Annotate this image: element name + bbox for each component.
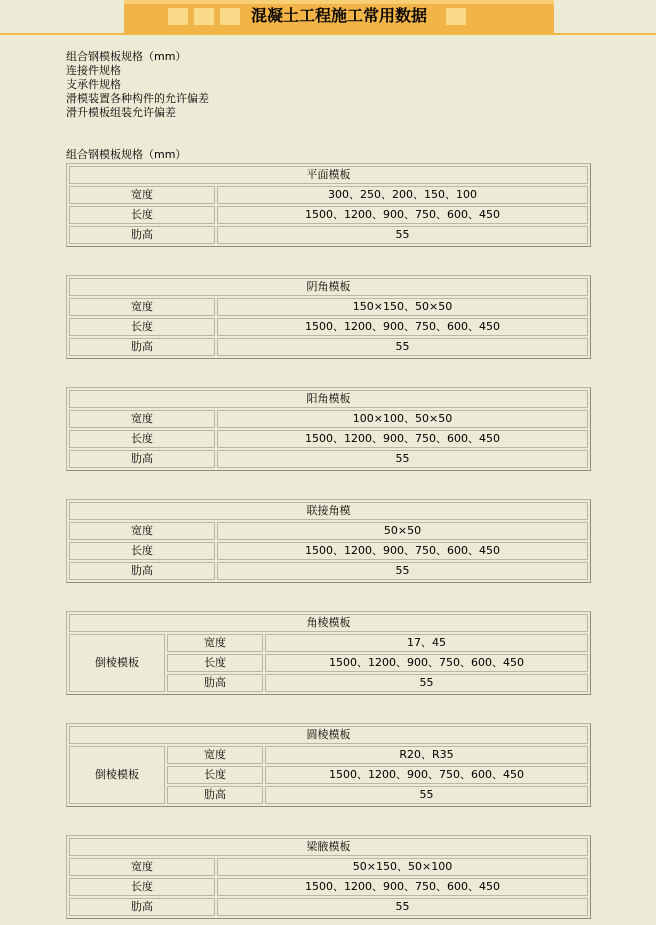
- row-value: 1500、1200、900、750、600、450: [217, 542, 588, 560]
- table-title: 平面模板: [69, 166, 588, 184]
- row-label: 宽度: [167, 746, 263, 764]
- row-label: 宽度: [69, 186, 215, 204]
- row-label: 长度: [69, 318, 215, 336]
- row-label: 宽度: [69, 522, 215, 540]
- row-value: 300、250、200、150、100: [217, 186, 588, 204]
- row-label: 肋高: [69, 562, 215, 580]
- spec-table-round-edge: [66, 723, 591, 807]
- row-label: 肋高: [167, 674, 263, 692]
- section-link-list: [66, 50, 209, 120]
- table-title: 联接角模: [69, 502, 588, 520]
- row-value: 50×50: [217, 522, 588, 540]
- table-title: 角棱模板: [69, 614, 588, 632]
- row-value: 55: [217, 562, 588, 580]
- row-value: 55: [217, 450, 588, 468]
- link-slipform-assembly-tolerance[interactable]: 滑升模板组装允许偏差: [66, 106, 176, 119]
- row-value: 1500、1200、900、750、600、450: [217, 206, 588, 224]
- row-value: 150×150、50×50: [217, 298, 588, 316]
- row-label: 肋高: [69, 898, 215, 916]
- link-slipform-component-tolerance[interactable]: 滑模装置各种构件的允许偏差: [66, 92, 209, 105]
- row-value: 55: [265, 786, 588, 804]
- spec-table-edge-corner: [66, 611, 591, 695]
- spec-table-inner-corner: [66, 275, 591, 359]
- row-label: 长度: [69, 206, 215, 224]
- row-label: 肋高: [69, 226, 215, 244]
- page-header: [0, 0, 656, 40]
- row-value: R20、R35: [265, 746, 588, 764]
- row-label: 宽度: [167, 634, 263, 652]
- table-title: 梁腋模板: [69, 838, 588, 856]
- link-steel-formwork-spec[interactable]: 组合钢模板规格（mm）: [66, 50, 187, 63]
- row-label: 长度: [69, 430, 215, 448]
- page-title: 混凝土工程施工常用数据: [250, 6, 427, 25]
- row-label: 肋高: [69, 338, 215, 356]
- spec-table-beam-haunch: [66, 835, 591, 919]
- section-heading: 组合钢模板规格（mm）: [66, 148, 187, 161]
- spec-table-flat: [66, 163, 591, 247]
- row-label: 长度: [167, 766, 263, 784]
- row-value: 55: [217, 226, 588, 244]
- row-label: 宽度: [69, 858, 215, 876]
- row-value: 55: [265, 674, 588, 692]
- row-value: 100×100、50×50: [217, 410, 588, 428]
- row-value: 17、45: [265, 634, 588, 652]
- row-value: 55: [217, 338, 588, 356]
- row-label: 肋高: [69, 450, 215, 468]
- row-label: 长度: [69, 878, 215, 896]
- row-value: 1500、1200、900、750、600、450: [217, 430, 588, 448]
- spec-table-connecting-corner: [66, 499, 591, 583]
- row-label: 宽度: [69, 410, 215, 428]
- row-value: 55: [217, 898, 588, 916]
- table-title: 圆棱模板: [69, 726, 588, 744]
- row-label: 长度: [69, 542, 215, 560]
- row-value: 1500、1200、900、750、600、450: [217, 318, 588, 336]
- row-label: 长度: [167, 654, 263, 672]
- row-label: 宽度: [69, 298, 215, 316]
- table-title: 阳角模板: [69, 390, 588, 408]
- row-label: 肋高: [167, 786, 263, 804]
- header-rule: [0, 33, 656, 35]
- row-value: 1500、1200、900、750、600、450: [265, 766, 588, 784]
- row-value: 1500、1200、900、750、600、450: [217, 878, 588, 896]
- link-support-spec[interactable]: 支承件规格: [66, 78, 121, 91]
- spec-table-outer-corner: [66, 387, 591, 471]
- row-value: 50×150、50×100: [217, 858, 588, 876]
- link-connector-spec[interactable]: 连接件规格: [66, 64, 121, 77]
- group-label: 倒棱模板: [69, 634, 165, 692]
- table-title: 阴角模板: [69, 278, 588, 296]
- row-value: 1500、1200、900、750、600、450: [265, 654, 588, 672]
- group-label: 倒棱模板: [69, 746, 165, 804]
